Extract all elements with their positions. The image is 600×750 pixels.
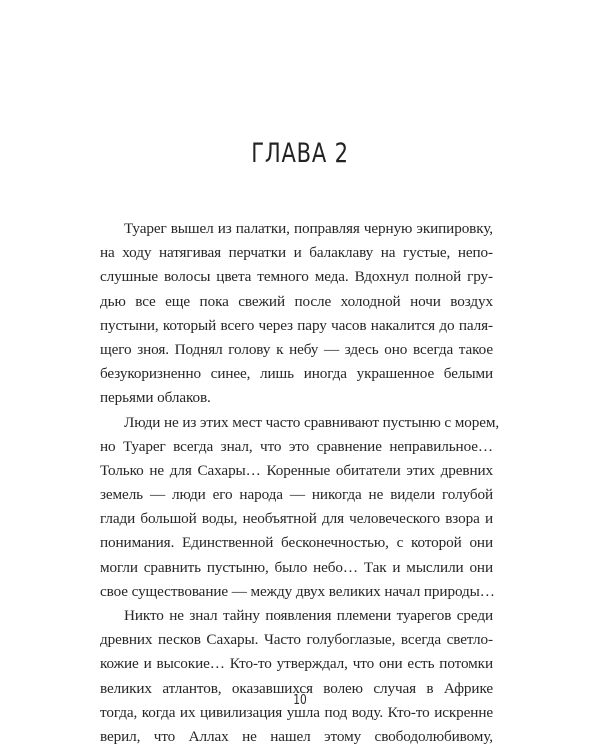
body-text [100,217,500,749]
chapter-title: ГЛАВА 2 [251,138,349,169]
text-line: кожие и высокие… Кто-то утверждал, что они есть потомки [100,655,493,673]
text-line: щего зноя. Поднял голову к небу — здесь оно всегда такое [100,340,493,358]
text-line: но Туарег всегда знал, что это сравнение неправильное… [100,437,493,455]
text-line: Туарег вышел из палатки, поправляя черную экипировку, [124,220,493,237]
page-number: 10 [293,693,307,708]
text-line: тогда, когда их цивилизация ушла под воду. Кто-то искренне [100,703,493,721]
text-line: великих атлантов, оказавшихся волею случая в Африке [100,679,493,697]
text-line: дью все еще пока свежий после холодной ночи воздух [100,292,493,310]
text-line: Никто не знал тайну появления племени туарегов среди [124,607,493,624]
text-line: пустыни, который всего через пару часов накалится до паля- [100,316,493,334]
text-line: Только не для Сахары… Коренные обитатели этих древних [100,461,493,479]
text-line: свое существование — между двух великих начал природы… [100,582,495,600]
text-line: Люди не из этих мест часто сравнивают пустыню с морем, [124,413,500,431]
text-line: слушные волосы цвета темного меда. Вдохнул полной гру- [100,268,493,286]
text-line: верил, что Аллах не нашел этому свободолюбивому, [100,727,493,745]
text-line: могли сравнить пустыню, было небо… Так и мыслили они [100,558,493,576]
text-line: глади большой воды, необъятной для человеческого взора и [100,510,493,528]
text-line: земель — люди его народа — никогда не видели голубой [100,486,493,504]
text-line: перьями облаков. [100,389,211,407]
text-line: древних песков Сахары. Часто голубоглазые, всегда светло- [100,631,493,649]
text-line: на ходу натягивая перчатки и балаклаву на густые, непо- [100,244,493,262]
text-line: понимания. Единственной бесконечностью, с которой они [100,534,493,552]
text-line: безукоризненно синее, лишь иногда украшенное белыми [100,365,493,383]
